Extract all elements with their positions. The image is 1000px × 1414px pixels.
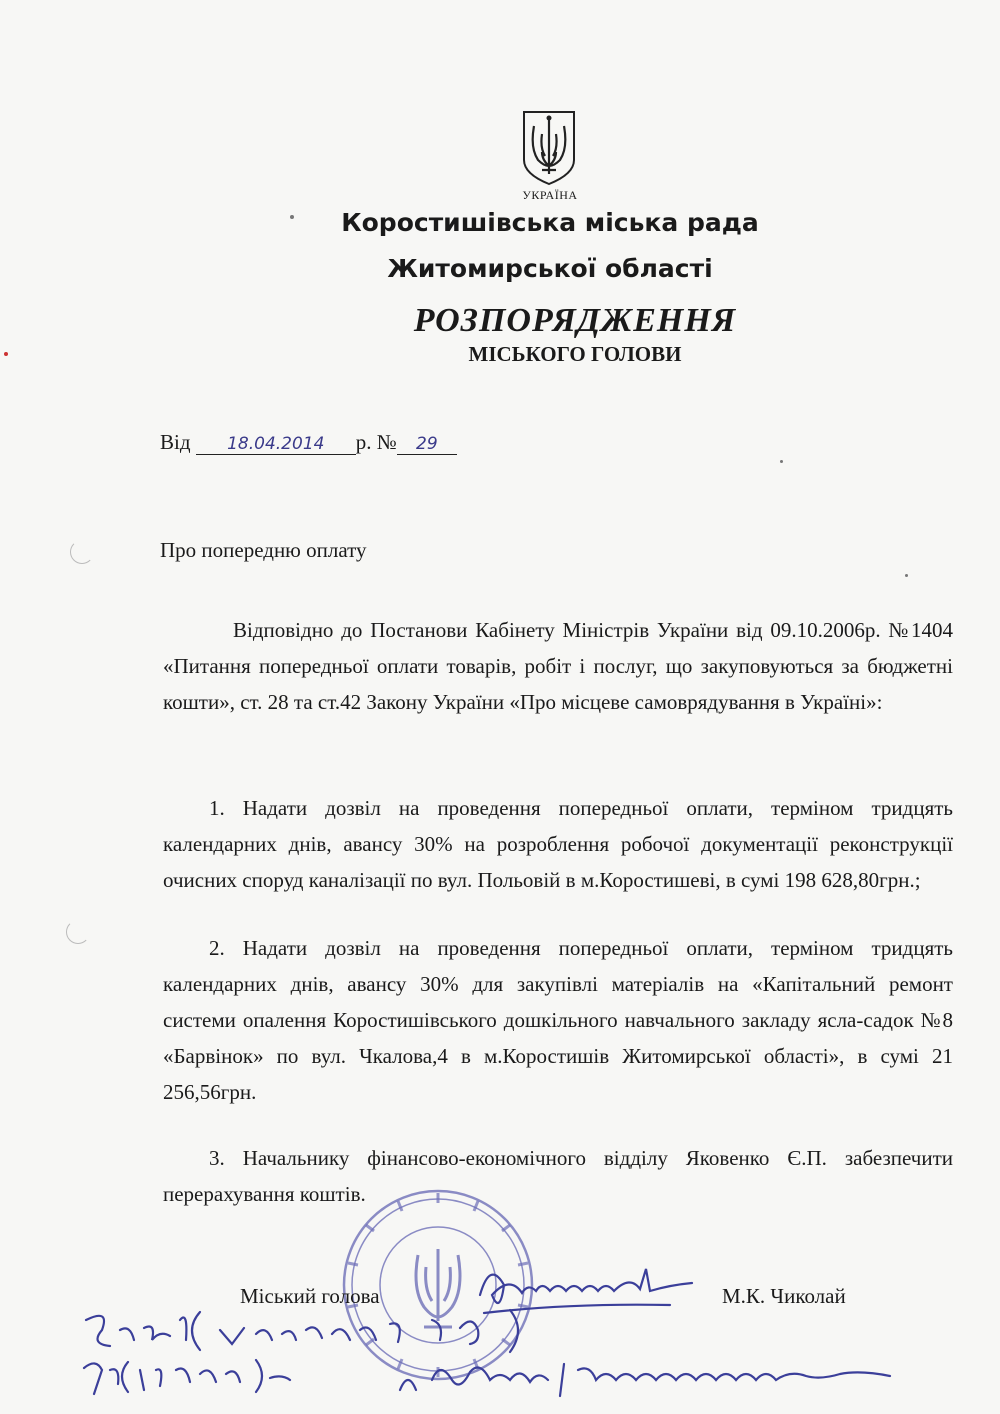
council-name: Коростишівська міська рада <box>341 208 759 237</box>
scan-speck <box>905 574 908 577</box>
emblem-caption: УКРАЇНА <box>522 188 578 202</box>
number-value: 29 <box>397 434 457 455</box>
signatory-name: М.К. Чиколай <box>722 1284 846 1308</box>
region-name: Житомирської області <box>387 254 713 283</box>
preamble-paragraph: Відповідно до Постанови Кабінету Міністрів України від 09.10.2006р. №1404 «Питання попередньої оплати товарів, робіт і послуг, що закуповуються за бюджетні кошти», ст. 28 та ст.42 Закону України «Про місцеве самоврядування в Україні»: <box>163 618 953 714</box>
document-type: РОЗПОРЯДЖЕННЯ <box>413 302 737 339</box>
punch-hole-mark <box>70 540 94 564</box>
handwritten-approvals-icon <box>60 1300 940 1414</box>
date-value: 18.04.2014 <box>196 434 356 455</box>
item-1-paragraph: 1. Надати дозвіл на проведення попередньої оплати, терміном тридцять календарних днів, авансу 30% на розроблення робочої документації реконструкції очисних споруд каналізації по вул. Польовій в м.Коростишеві, в сумі 198 628,80грн.; <box>163 796 953 892</box>
document-subject: Про попередню оплату <box>160 538 367 562</box>
date-number-line <box>160 430 457 455</box>
item-3-paragraph: 3. Начальнику фінансово-економічного відділу Яковенко Є.П. забезпечити перерахування коштів. <box>163 1146 953 1206</box>
number-prefix: р. № <box>355 430 397 454</box>
punch-hole-mark <box>66 920 90 944</box>
scan-speck <box>4 352 8 356</box>
trident-emblem-icon <box>520 108 578 186</box>
date-prefix: Від <box>160 430 191 454</box>
item-2-paragraph: 2. Надати дозвіл на проведення попередньої оплати, терміном тридцять календарних днів, авансу 30% для закупівлі матеріалів на «Капітальний ремонт системи опалення Коростишівського дошкільного навчального закладу ясла-садок №8 «Барвінок» по вул. Чкалова,4 в м.Коростишів Житомирської області», в сумі 21 256,56грн. <box>163 936 953 1104</box>
scan-speck <box>780 460 783 463</box>
scan-speck <box>290 215 294 219</box>
issuing-official: МІСЬКОГО ГОЛОВИ <box>468 342 682 366</box>
signatory-title: Міський голова <box>240 1284 380 1308</box>
